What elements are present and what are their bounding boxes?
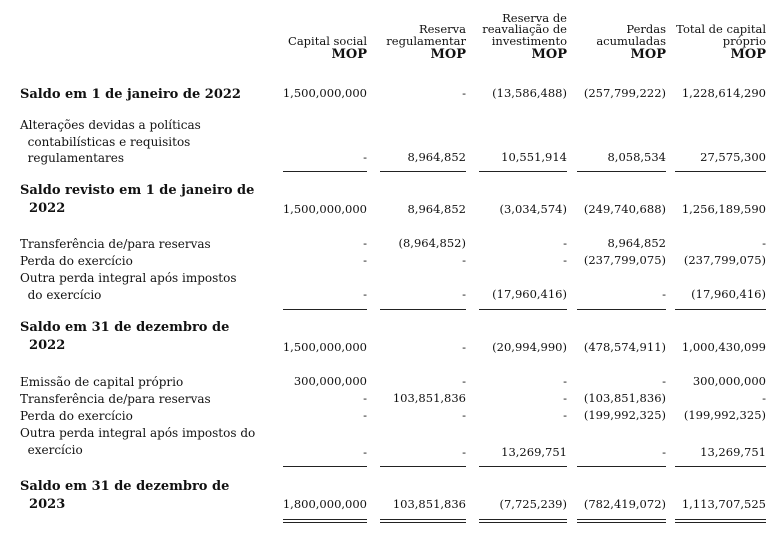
subtotal-underline [283, 171, 367, 172]
value-cell: 1,256,189,590 [681, 202, 766, 216]
row-label-line: Saldo em 1 de janeiro de 2022 [20, 87, 241, 102]
value-cell: (8,964,852) [398, 236, 466, 250]
value-cell: - [462, 408, 466, 422]
value-cell: 13,269,751 [501, 445, 567, 459]
movement-row-label [20, 408, 133, 425]
value-cell: (478,574,911) [583, 340, 666, 354]
balance-row-label [20, 86, 241, 104]
value-cell: 1,500,000,000 [282, 86, 367, 100]
row-label-line: Emissão de capital próprio [20, 375, 184, 389]
value-cell: 8,964,852 [607, 236, 666, 250]
movement-row-label [20, 117, 201, 167]
value-cell: 300,000,000 [692, 374, 766, 388]
row-label-line: 2022 [20, 201, 66, 216]
row-label-line: exercício [20, 442, 83, 457]
balance-row-label [20, 319, 229, 355]
value-cell: - [462, 340, 466, 354]
value-cell: - [462, 287, 466, 301]
column-currency: MOP [730, 47, 766, 62]
subtotal-underline [577, 466, 666, 467]
subtotal-underline [577, 171, 666, 172]
value-cell: - [762, 236, 766, 250]
column-header-line: Perdas [626, 22, 666, 36]
value-cell: - [363, 287, 367, 301]
value-cell: - [363, 408, 367, 422]
value-cell: - [363, 445, 367, 459]
value-cell: (20,994,990) [492, 340, 567, 354]
movement-row-label [20, 425, 255, 458]
value-cell: - [563, 236, 567, 250]
row-label-line: do exercício [20, 287, 102, 302]
movement-row-label [20, 236, 211, 253]
value-cell: (3,034,574) [499, 202, 567, 216]
column-header-line: próprio [722, 33, 766, 48]
value-cell: (782,419,072) [583, 497, 666, 511]
double-underline [577, 519, 666, 523]
row-label-line: regulamentares [20, 151, 125, 165]
value-cell: 8,058,534 [607, 150, 666, 164]
value-cell: 10,551,914 [501, 150, 567, 164]
movement-row-label [20, 253, 133, 270]
value-cell: (17,960,416) [492, 287, 567, 301]
double-underline [283, 519, 367, 523]
subtotal-underline [675, 171, 766, 172]
column-header-line: Total de capital [676, 22, 766, 36]
column-currency: MOP [430, 47, 466, 62]
column-header [368, 24, 466, 63]
column-header-line: investimento [491, 33, 567, 48]
double-underline [675, 519, 766, 523]
value-cell: - [462, 86, 466, 100]
value-cell: - [363, 391, 367, 405]
value-cell: 1,500,000,000 [282, 340, 367, 354]
column-header-line: reavaliação de [482, 22, 567, 36]
subtotal-underline [380, 309, 466, 310]
row-label-line: Outra perda integral após impostos [20, 271, 237, 285]
value-cell: (7,725,239) [499, 497, 567, 511]
subtotal-underline [283, 466, 367, 467]
column-header-line: Reserva [418, 22, 466, 36]
row-label-line: Saldo em 31 de dezembro de [20, 479, 230, 494]
value-cell: 8,964,852 [407, 202, 466, 216]
value-cell: - [563, 253, 567, 267]
column-header [271, 33, 367, 64]
value-cell: - [363, 253, 367, 267]
column-header-line: acumuladas [596, 33, 666, 48]
value-cell: 13,269,751 [700, 445, 766, 459]
column-header [565, 24, 666, 63]
subtotal-underline [283, 309, 367, 310]
value-cell: 300,000,000 [293, 374, 367, 388]
value-cell: - [662, 287, 666, 301]
value-cell: 8,964,852 [407, 150, 466, 164]
row-label-line: Saldo em 31 de dezembro de [20, 320, 230, 335]
value-cell: 1,228,614,290 [681, 86, 766, 100]
value-cell: - [762, 391, 766, 405]
row-label-line: 2023 [20, 497, 66, 512]
subtotal-underline [479, 171, 567, 172]
subtotal-underline [675, 466, 766, 467]
value-cell: (237,799,075) [583, 253, 666, 267]
value-cell: - [563, 374, 567, 388]
row-label-line: 2022 [20, 338, 66, 353]
value-cell: (199,992,325) [683, 408, 766, 422]
double-underline [380, 519, 466, 523]
value-cell: - [563, 408, 567, 422]
row-label-line: Alterações devidas a políticas [20, 118, 201, 132]
value-cell: (199,992,325) [583, 408, 666, 422]
subtotal-underline [380, 466, 466, 467]
row-label-line: Transferência de/para reservas [20, 392, 211, 406]
double-underline [479, 519, 567, 523]
balance-row-label [20, 478, 229, 514]
column-currency: MOP [331, 47, 367, 62]
value-cell: (103,851,836) [583, 391, 666, 405]
column-header [663, 24, 766, 63]
balance-row-label [20, 182, 254, 218]
value-cell: - [363, 150, 367, 164]
subtotal-underline [577, 309, 666, 310]
column-header-line: Reserva de [502, 10, 567, 25]
value-cell: - [462, 445, 466, 459]
value-cell: - [662, 374, 666, 388]
column-header-line: Capital social [288, 33, 367, 48]
value-cell: - [563, 391, 567, 405]
row-label-line: contabilísticas e requisitos [20, 134, 191, 149]
row-label-line: Perda do exercício [20, 254, 133, 268]
value-cell: 1,000,430,099 [681, 340, 766, 354]
value-cell: 103,851,836 [392, 497, 466, 511]
subtotal-underline [675, 309, 766, 310]
value-cell: (249,740,688) [583, 202, 666, 216]
subtotal-underline [479, 466, 567, 467]
column-currency: MOP [630, 47, 666, 62]
subtotal-underline [380, 171, 466, 172]
movement-row-label [20, 270, 237, 303]
value-cell: 103,851,836 [392, 391, 466, 405]
column-header [467, 10, 567, 64]
value-cell: 1,500,000,000 [282, 202, 367, 216]
row-label-line: Transferência de/para reservas [20, 237, 211, 251]
value-cell: (13,586,488) [492, 86, 567, 100]
value-cell: - [462, 253, 466, 267]
value-cell: - [363, 236, 367, 250]
value-cell: - [462, 374, 466, 388]
row-label-line: Perda do exercício [20, 409, 133, 423]
row-label-line: Outra perda integral após impostos do [20, 426, 256, 440]
value-cell: 1,800,000,000 [282, 497, 367, 511]
value-cell: (17,960,416) [691, 287, 766, 301]
value-cell: - [662, 445, 666, 459]
value-cell: (237,799,075) [683, 253, 766, 267]
row-label-line: Saldo revisto em 1 de janeiro de [20, 183, 255, 198]
value-cell: 1,113,707,525 [681, 497, 766, 511]
movement-row-label [20, 374, 183, 391]
column-currency: MOP [531, 47, 567, 62]
value-cell: 27,575,300 [700, 150, 766, 164]
value-cell: (257,799,222) [583, 86, 666, 100]
column-header-line: regulamentar [386, 33, 466, 48]
movement-row-label [20, 391, 211, 408]
subtotal-underline [479, 309, 567, 310]
